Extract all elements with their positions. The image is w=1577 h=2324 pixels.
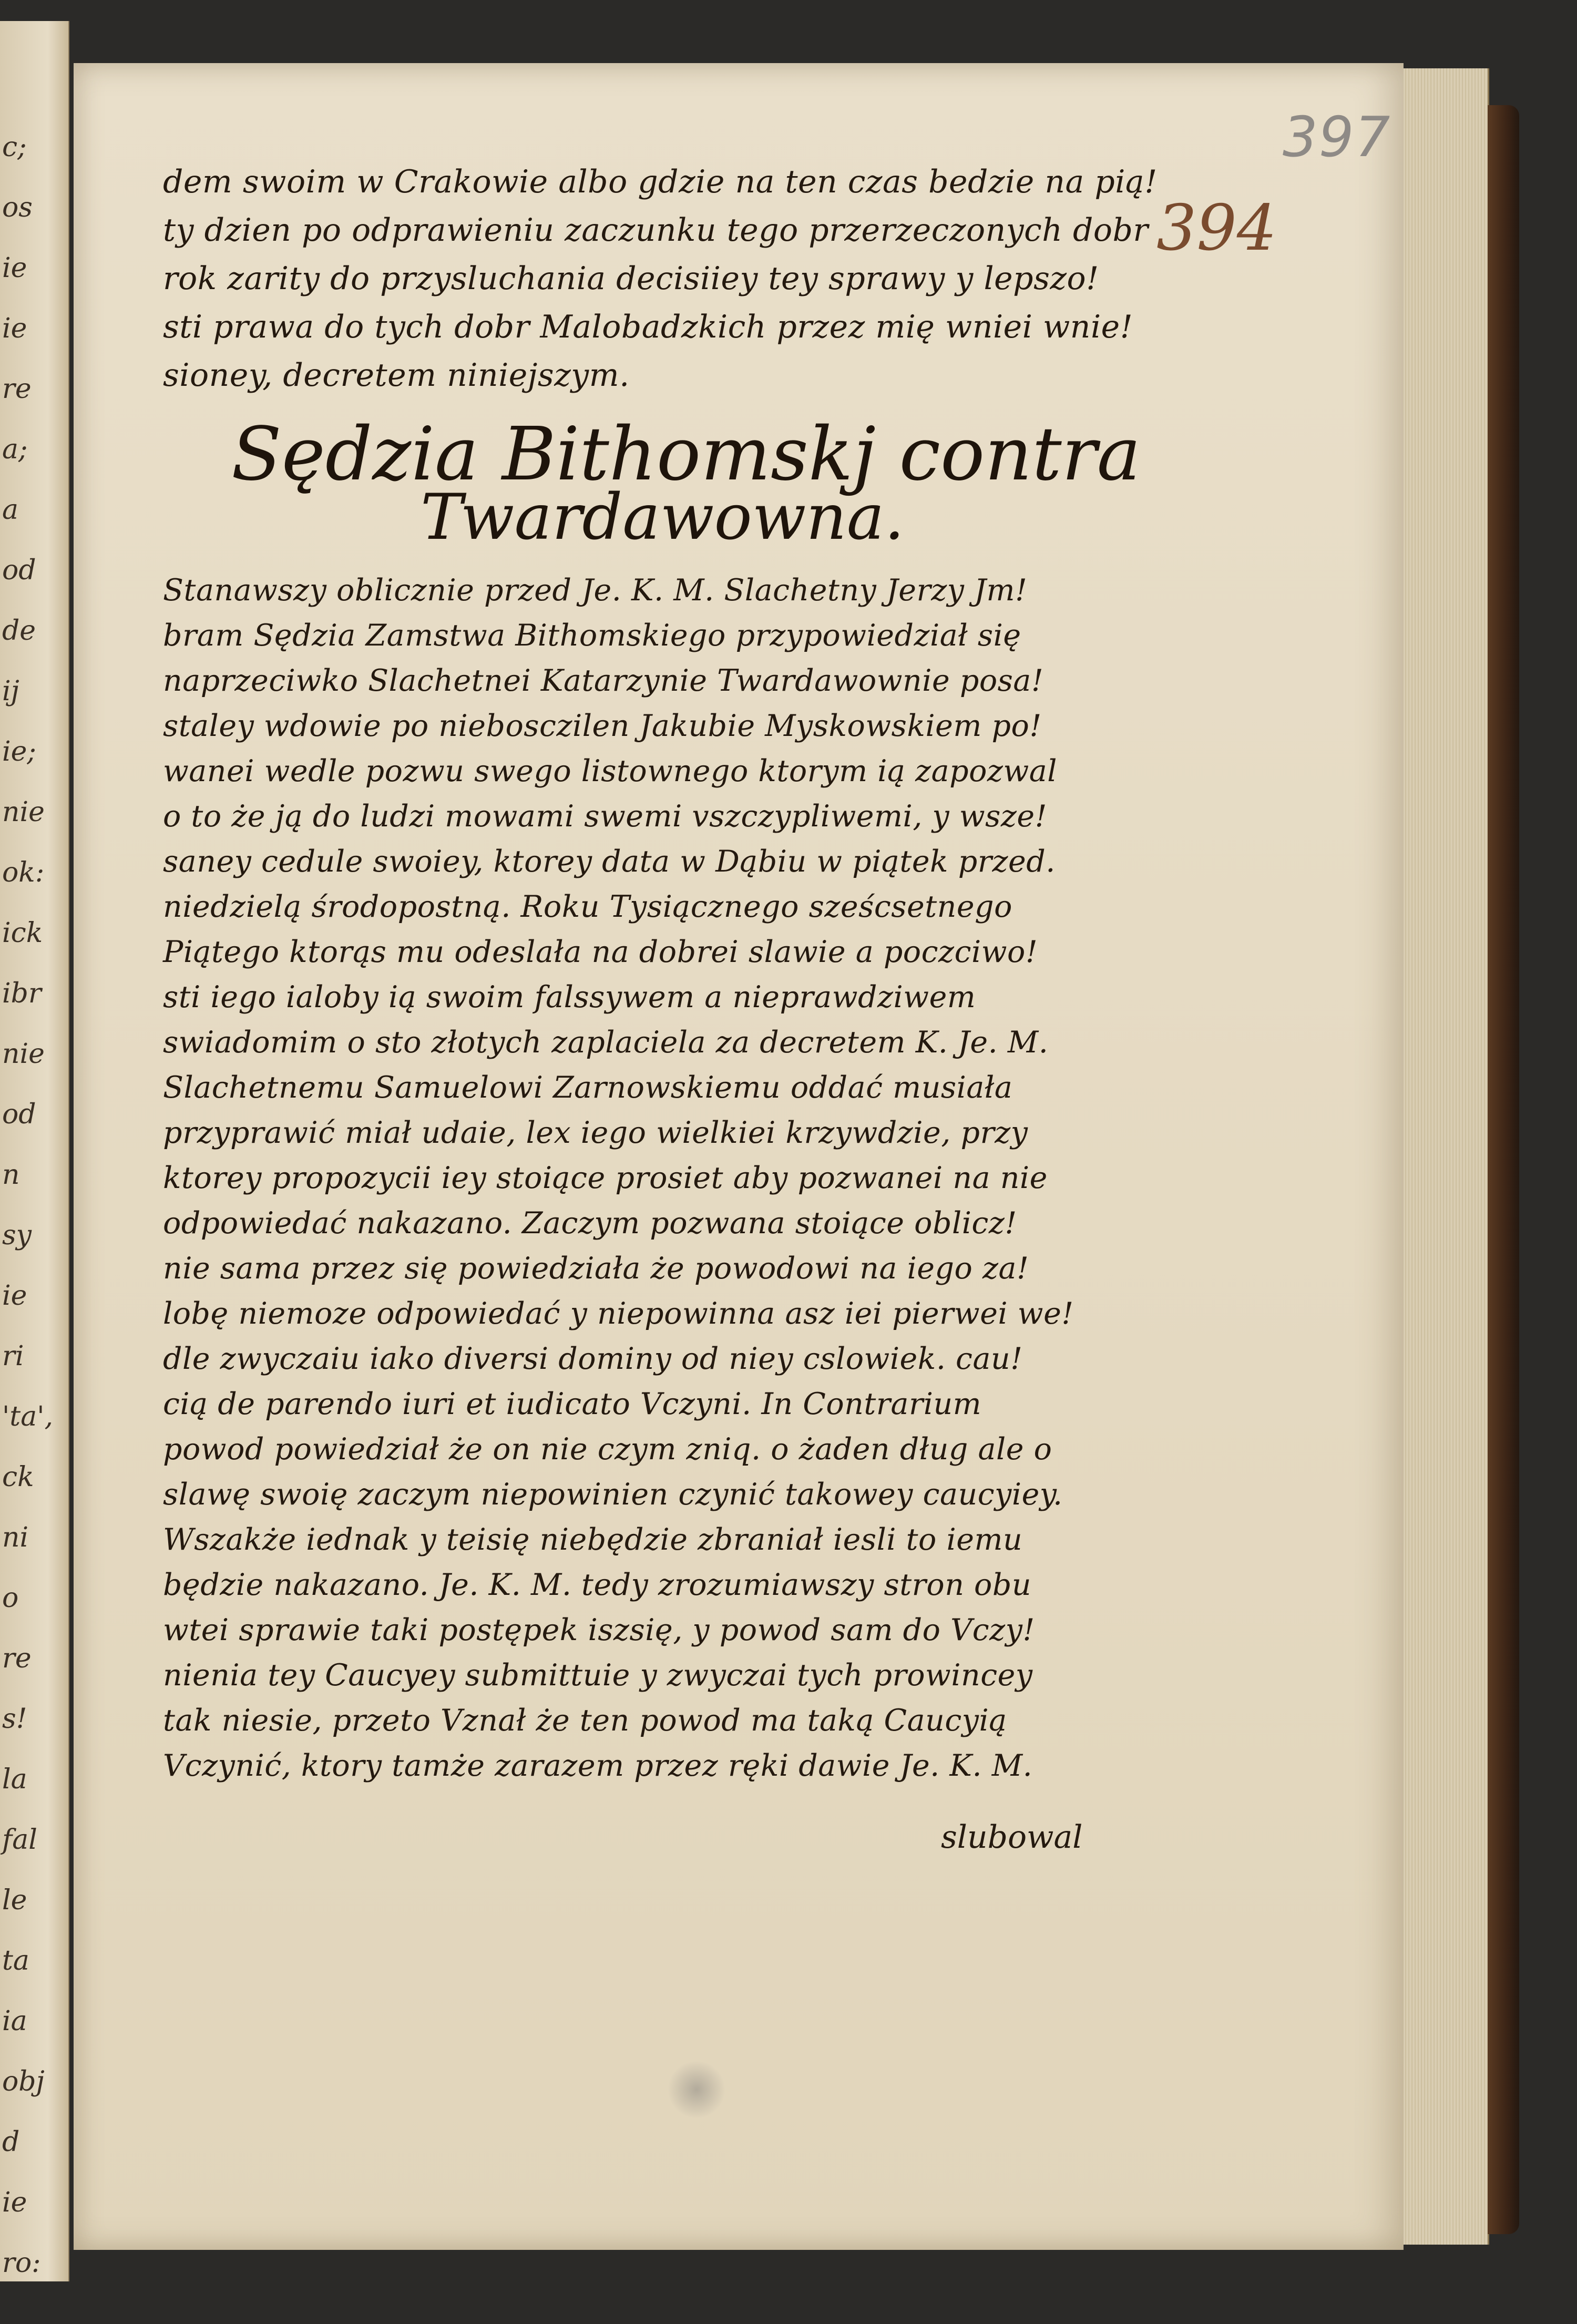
left-margin-fragment: ie; [2, 736, 36, 767]
left-margin-fragment: a; [2, 434, 28, 465]
stamped-page-number: 397 [1283, 105, 1391, 169]
left-margin-fragment: ia [2, 2005, 27, 2037]
entry-title-line-2: Twardawowna. [421, 481, 905, 554]
left-margin-fragment: s! [2, 1703, 27, 1735]
left-margin-fragment: ibr [2, 978, 42, 1009]
text-line: Piątego ktorąs mu odeslała na dobrei slawie a poczciwo! [163, 935, 1038, 969]
left-page-margin-text [0, 21, 63, 2281]
left-margin-fragment: obj [2, 2066, 45, 2097]
text-line: rok zarity do przysluchania decisiiey tey sprawy y lepszo! [163, 260, 1099, 297]
text-line: odpowiedać nakazano. Zaczym pozwana stoiące oblicz! [163, 1206, 1017, 1241]
book-cover-edge [1488, 105, 1519, 2234]
left-margin-fragment: ro: [2, 2247, 41, 2279]
left-margin-fragment: fal [2, 1824, 37, 1856]
entry-body [163, 568, 1162, 1788]
text-line: cią de parendo iuri et iudicato Vczyni. In Contrarium [163, 1387, 982, 1421]
left-margin-fragment: ij [2, 675, 19, 707]
left-margin-fragment: ta [2, 1945, 29, 1977]
left-margin-fragment: ie [2, 2187, 27, 2218]
left-margin-fragment: 'ta', [2, 1401, 54, 1432]
text-line: tak niesie, przeto Vznał że ten powod ma taką Caucyią [163, 1703, 1007, 1738]
text-line: naprzeciwko Slachetnei Katarzynie Twardawownie posa! [163, 663, 1044, 698]
left-margin-fragment: nie [2, 796, 45, 828]
text-line: Slachetnemu Samuelowi Zarnowskiemu oddać musiała [163, 1070, 1013, 1105]
left-margin-fragment: ie [2, 1280, 27, 1312]
text-line: sioney, decretem niniejszym. [163, 357, 630, 394]
left-margin-fragment: ie [2, 313, 27, 344]
text-line: o to że ją do ludzi mowami swemi vszczypliwemi, y wsze! [163, 799, 1048, 834]
closing-word: slubowal [941, 1819, 1083, 1856]
page-edges [1404, 68, 1489, 2245]
text-line: dem swoim w Crakowie albo gdzie na ten czas bedzie na pią! [163, 163, 1158, 200]
text-line: Vczynić, ktory tamże zarazem przez ręki dawie Je. K. M. [163, 1748, 1033, 1783]
text-line: bram Sędzia Zamstwa Bithomskiego przypowiedział się [163, 618, 1021, 653]
text-line: ty dzien po odprawieniu zaczunku tego przerzeczonych dobr [163, 212, 1149, 249]
left-margin-fragment: ok: [2, 857, 45, 888]
left-margin-fragment: c; [2, 131, 27, 163]
text-line: sti iego ialoby ią swoim falssywem a nieprawdziwem [163, 980, 976, 1015]
text-line: powod powiedział że on nie czym zniq. o żaden dług ale o [163, 1432, 1052, 1467]
text-line: staley wdowie po niebosczilen Jakubie Myskowskiem po! [163, 709, 1042, 743]
text-line: Wszakże iednak y teisię niebędzie zbraniał iesli to iemu [163, 1522, 1023, 1557]
text-line: ktorey propozycii iey stoiące prosiet aby pozwanei na nie [163, 1161, 1048, 1195]
left-margin-fragment: re [2, 1643, 32, 1674]
left-margin-fragment: de [2, 615, 36, 647]
upper-text-block [163, 158, 1162, 400]
text-line: Stanawszy oblicznie przed Je. K. M. Slachetny Jerzy Jm! [163, 573, 1028, 608]
left-margin-fragment: ni [2, 1522, 29, 1553]
left-margin-fragment: a [2, 494, 19, 526]
left-margin-fragment: n [2, 1159, 20, 1191]
text-line: swiadomim o sto złotych zaplaciela za decretem K. Je. M. [163, 1025, 1049, 1060]
text-line: lobę niemoze odpowiedać y niepowinna asz iei pierwei we! [163, 1296, 1074, 1331]
left-margin-fragment: d [2, 2126, 20, 2158]
left-margin-fragment: ri [2, 1340, 24, 1372]
text-line: dle zwyczaiu iako diversi dominy od niey cslowiek. cau! [163, 1342, 1023, 1376]
text-line: niedzielą środopostną. Roku Tysiącznego sześcsetnego [163, 889, 1012, 924]
text-line: sti prawa do tych dobr Malobadzkich przez mię wniei wnie! [163, 309, 1133, 345]
left-margin-fragment: re [2, 373, 32, 405]
text-line: nie sama przez się powiedziała że powodowi na iego za! [163, 1251, 1029, 1286]
left-margin-fragment: os [2, 192, 33, 223]
left-margin-fragment: ie [2, 252, 27, 284]
text-line: wtei sprawie taki postępek iszsię, y powod sam do Vczy! [163, 1613, 1035, 1647]
left-margin-fragment: od [2, 555, 36, 586]
text-line: slawę swoię zaczym niepowinien czynić takowey caucyiey. [163, 1477, 1063, 1512]
left-margin-fragment: od [2, 1099, 36, 1130]
entry-title-line-1: Sędzia Bithomskj contra [231, 412, 1141, 497]
text-line: saney cedule swoiey, ktorey data w Dąbiu w piątek przed. [163, 844, 1056, 879]
left-margin-fragment: ick [2, 917, 43, 949]
left-margin-fragment: o [2, 1582, 19, 1614]
text-line: będzie nakazano. Je. K. M. tedy zrozumiawszy stron obu [163, 1568, 1032, 1602]
left-margin-fragment: sy [2, 1220, 32, 1251]
left-margin-fragment: ck [2, 1461, 34, 1493]
ink-smudge [668, 2061, 725, 2118]
left-margin-fragment: le [2, 1885, 27, 1916]
handwritten-folio-number: 394 [1156, 192, 1277, 265]
left-margin-fragment: nie [2, 1038, 45, 1070]
left-margin-fragment: la [2, 1764, 27, 1795]
text-line: wanei wedle pozwu swego listownego ktorym ią zapozwal [163, 754, 1057, 789]
text-line: nienia tey Caucyey submittuie y zwyczai tych prowincey [163, 1658, 1033, 1693]
text-line: przyprawić miał udaie, lex iego wielkiei krzywdzie, przy [163, 1115, 1028, 1150]
